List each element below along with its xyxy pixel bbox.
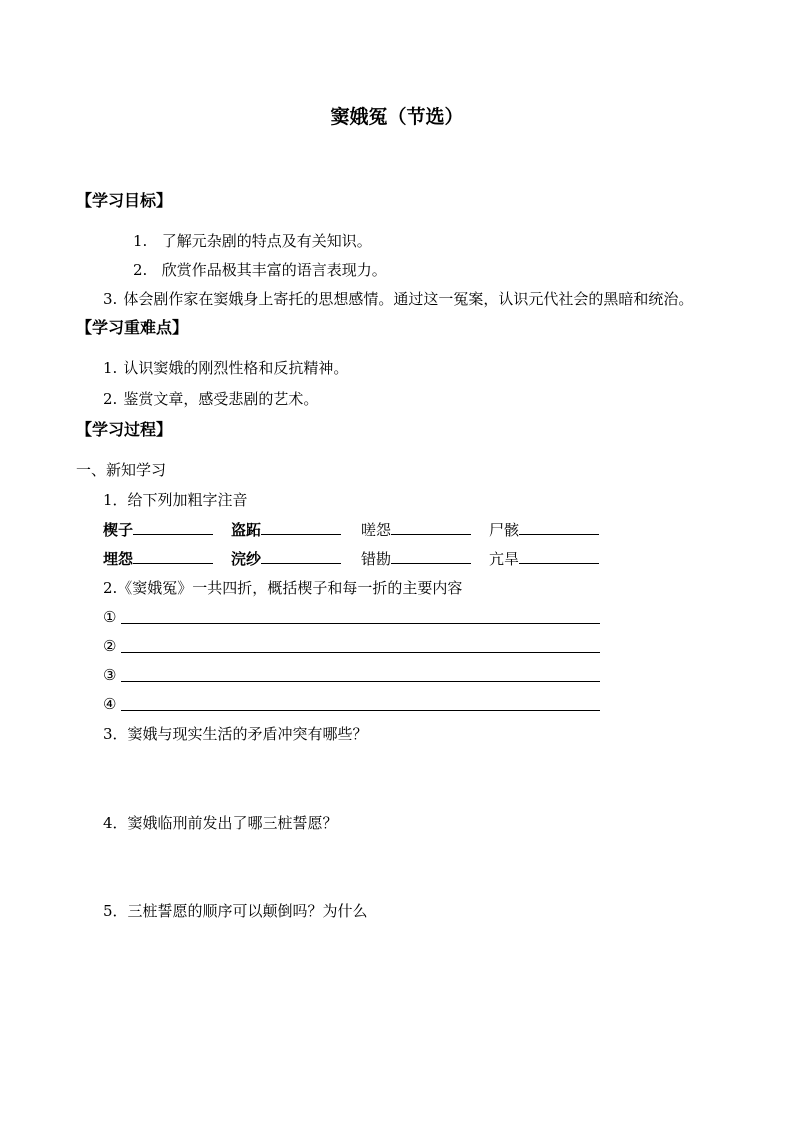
- vocab-blank[interactable]: [133, 519, 213, 535]
- goal-num: 3.: [103, 290, 118, 308]
- goal-num: 1.: [133, 232, 148, 250]
- question-5: 5．三桩誓愿的顺序可以颠倒吗？为什么: [103, 902, 368, 920]
- answer-line[interactable]: [103, 665, 600, 685]
- question-3: 3．窦娥与现实生活的矛盾冲突有哪些？: [103, 725, 368, 743]
- vocab-word: 盗跖: [231, 521, 262, 539]
- vocab-item: [231, 519, 341, 540]
- vocab-word: 嗟怨: [361, 521, 392, 539]
- key-points-heading: 【学习重难点】: [76, 318, 189, 337]
- answer-line[interactable]: [103, 607, 600, 627]
- underline-rule: [121, 652, 600, 653]
- goals-heading: 【学习目标】: [76, 191, 173, 210]
- vocab-blank[interactable]: [391, 548, 471, 564]
- answer-line[interactable]: [103, 694, 600, 714]
- underline-rule: [121, 623, 600, 624]
- vocab-word: 亢旱: [489, 550, 520, 568]
- goal-item-1: [133, 231, 372, 251]
- vocab-word: 埋怨: [103, 550, 134, 568]
- key-point-item-1: [103, 358, 348, 378]
- key-point-num: 1.: [103, 359, 118, 377]
- vocab-word: 尸骸: [489, 521, 520, 539]
- vocab-item: [489, 548, 599, 569]
- answer-line[interactable]: [103, 636, 600, 656]
- circled-number: ②: [103, 637, 117, 655]
- question-1: 1．给下列加粗字注音: [103, 491, 248, 509]
- goal-item-2: [133, 260, 387, 280]
- question-4: 4．窦娥临刑前发出了哪三桩誓愿？: [103, 814, 338, 832]
- vocab-item: [103, 519, 213, 540]
- part-one-label: 一、新知学习: [76, 461, 167, 479]
- goal-num: 2.: [133, 261, 148, 279]
- key-point-item-2: [103, 389, 318, 409]
- circled-number: ③: [103, 666, 117, 684]
- key-point-text: 认识窦娥的刚烈性格和反抗精神。: [123, 359, 349, 377]
- vocab-blank[interactable]: [519, 519, 599, 535]
- goal-item-3: [103, 289, 693, 309]
- vocab-blank[interactable]: [261, 519, 341, 535]
- vocab-blank[interactable]: [133, 548, 213, 564]
- process-heading: 【学习过程】: [76, 420, 173, 439]
- vocab-item: [361, 548, 471, 569]
- vocab-item: [489, 519, 599, 540]
- vocab-item: [231, 548, 341, 569]
- underline-rule: [121, 710, 600, 711]
- goal-text: 体会剧作家在窦娥身上寄托的思想感情。通过这一冤案，认识元代社会的黑暗和统治。: [123, 290, 694, 308]
- goal-text: 了解元杂剧的特点及有关知识。: [161, 232, 372, 250]
- vocab-blank[interactable]: [519, 548, 599, 564]
- underline-rule: [121, 681, 600, 682]
- vocab-blank[interactable]: [391, 519, 471, 535]
- vocab-item: [103, 548, 213, 569]
- vocab-word: 浣纱: [231, 550, 262, 568]
- key-point-num: 2.: [103, 390, 118, 408]
- circled-number: ①: [103, 608, 117, 626]
- key-point-text: 鉴赏文章，感受悲剧的艺术。: [123, 390, 319, 408]
- vocab-word: 错勘: [361, 550, 392, 568]
- vocab-item: [361, 519, 471, 540]
- circled-number: ④: [103, 695, 117, 713]
- vocab-word: 楔子: [103, 521, 134, 539]
- page-title: 窦娥冤（节选）: [330, 106, 464, 128]
- goal-text: 欣赏作品极其丰富的语言表现力。: [161, 261, 387, 279]
- question-2: 2.《窦娥冤》一共四折，概括楔子和每一折的主要内容: [103, 579, 463, 597]
- vocab-blank[interactable]: [261, 548, 341, 564]
